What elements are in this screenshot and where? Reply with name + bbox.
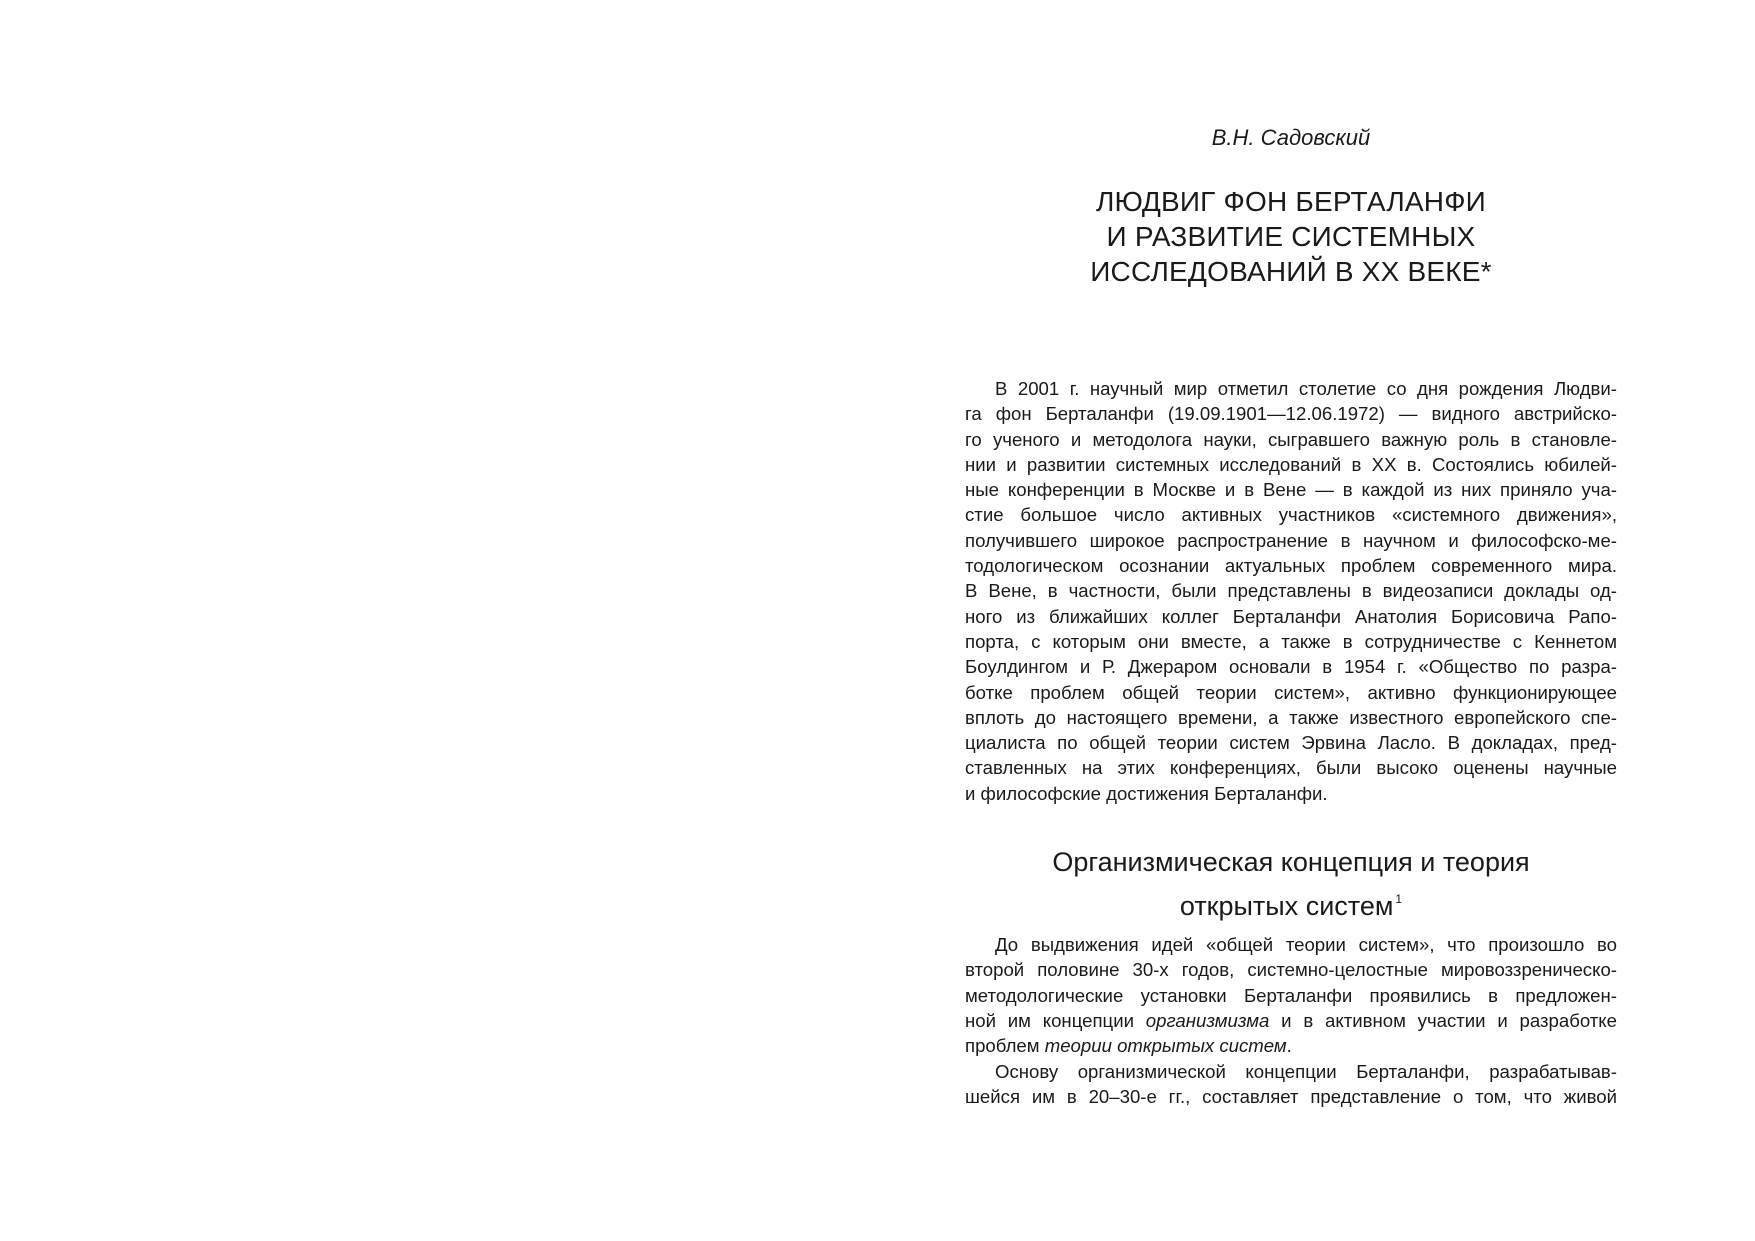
paragraph-line: стие большое число активных участников «системного движения», [965,504,1617,526]
title-line: ЛЮДВИГ ФОН БЕРТАЛАНФИ [1095,186,1487,217]
paragraph-line-mixed [965,1008,1617,1033]
title-line: ИССЛЕДОВАНИЙ В XX ВЕКЕ* [1090,256,1492,287]
left-page-blank [0,0,877,1241]
section-heading-text: открытых систем [1179,891,1394,921]
paragraph-line: ставленных на этих конференциях, были высоко оценены научные [965,757,1617,779]
paragraph-line: методологические установки Берталанфи проявились в предложен- [965,984,1617,1006]
article-title [965,184,1617,289]
paragraph-line: Боулдингом и Р. Джераром основали в 1954 г. «Общество по разра- [965,656,1617,678]
emphasis-text: теории открытых систем [1044,1035,1287,1057]
section-heading [965,844,1617,925]
paragraph-line: получившего широкое распространение в научном и философско-ме- [965,529,1617,551]
text-run: проблем [965,1035,1045,1057]
intro-paragraph [965,376,1617,806]
paragraph-line: В 2001 г. научный мир отметил столетие со дня рождения Людви- [995,378,1617,399]
paragraph-line: ные конференции в Москве и в Вене — в каждой из них приняло уча- [965,479,1617,501]
section-heading-line: Организмическая концепция и теория [1052,847,1530,877]
section-heading-line-2 [965,881,1617,925]
paragraph-line: и философские достижения Берталанфи. [965,782,1328,804]
text-run: и в активном участии и разработке [1269,1009,1617,1031]
paragraph-line: вплоть до настоящего времени, а также известного европейского спе- [965,706,1617,728]
text-run: . [1286,1035,1292,1057]
section-paragraph-2 [965,1059,1617,1110]
paragraph-line: шейся им в 20–30-е гг., составляет представление о том, что живой [965,1086,1617,1108]
paragraph-line: го ученого и методолога науки, сыгравшего важную роль в становле- [965,428,1617,450]
author-name: В.Н. Садовский [1211,125,1371,150]
section-paragraph-1 [965,932,1617,1058]
title-line: И РАЗВИТИЕ СИСТЕМНЫХ [1106,221,1476,252]
paragraph-line: га фон Берталанфи (19.09.1901—12.06.1972) — видного австрийско- [965,403,1617,425]
right-page [877,0,1755,1241]
paragraph-line: В Вене, в частности, были представлены в видеозаписи доклады од- [965,580,1617,602]
emphasis-text: организмизма [1145,1009,1270,1031]
paragraph-line-mixed [965,1033,1617,1058]
paragraph-line: Основу организмической концепции Берталанфи, разрабатывав- [995,1061,1617,1082]
paragraph-line: циалиста по общей теории систем Эрвина Ласло. В докладах, пред- [965,732,1617,754]
footnote-marker: 1 [1395,892,1403,906]
paragraph-line: порта, с которым они вместе, а также в сотрудничестве с Кеннетом [965,630,1617,652]
paragraph-line: ботке проблем общей теории систем», активно функционирующее [965,681,1617,703]
paragraph-line: ного из ближайших коллег Берталанфи Анатолия Борисовича Рапо- [965,605,1617,627]
text-run: ной им концепции [965,1009,1146,1031]
paragraph-line: нии и развитии системных исследований в XX в. Состоялись юбилей- [965,453,1617,475]
paragraph-line: тодологическом осознании актуальных проблем современного мира. [965,555,1617,577]
paragraph-line: До выдвижения идей «общей теории систем», что произошло во [995,934,1617,955]
paragraph-line: второй половине 30-х годов, системно-целостные мировоззреническо- [965,959,1617,981]
